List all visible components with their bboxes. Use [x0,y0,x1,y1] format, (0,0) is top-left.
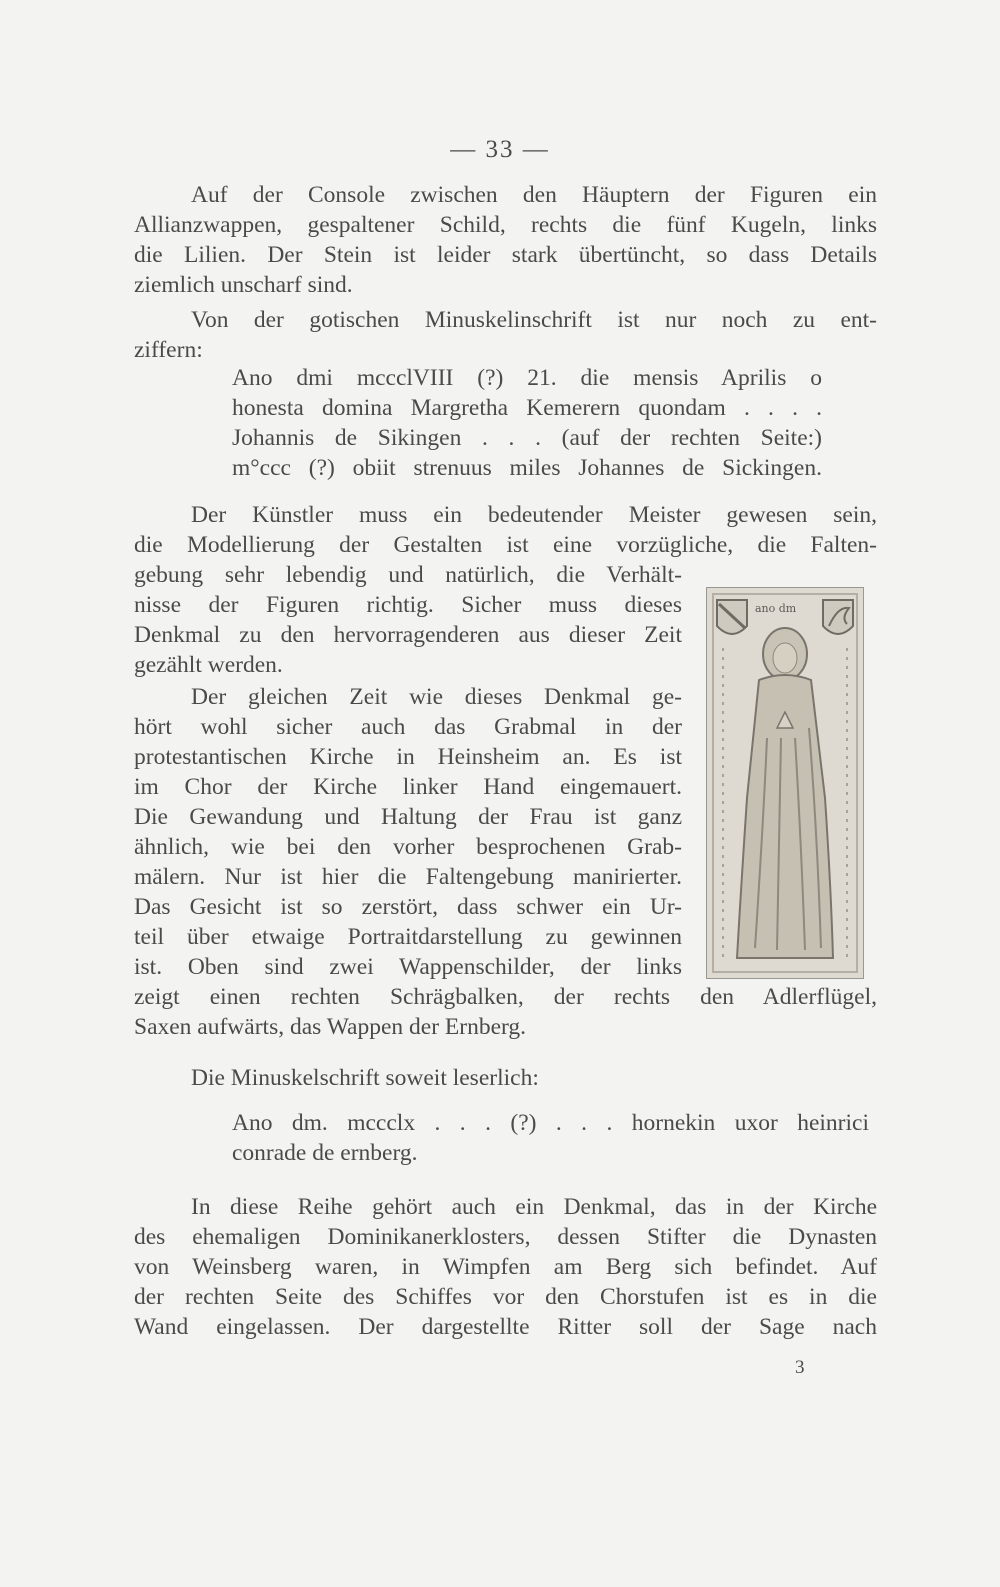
inscription-ernberg [232,1108,869,1168]
inscription-line: Johannis de Sikingen . . . (auf der rechten Seite:) [232,425,822,451]
text-line: In diese Reihe gehört auch ein Denkmal, das in der Kirche [191,1194,877,1220]
text-line: ziffern: [134,337,203,363]
signature-mark: 3 [795,1357,805,1378]
text-line: Allianzwappen, gespaltener Schild, rechts die fünf Kugeln, links [134,212,877,238]
text-line: die Lilien. Der Stein ist leider stark übertüncht, so dass Details [134,242,877,268]
text-line: des ehemaligen Dominikanerklosters, dessen Stifter die Dynasten [134,1224,877,1250]
text-line: nisse der Figuren richtig. Sicher muss dieses [134,592,682,618]
page-number: — 33 — [450,136,550,163]
inscription-line: m°ccc (?) obiit strenuus miles Johannes de Sickingen. [232,455,822,481]
text-line: protestantischen Kirche in Heinsheim an. Es ist [134,744,682,770]
paragraph-inscription-intro [134,305,877,365]
text-line: Auf der Console zwischen den Häuptern der Figuren ein [191,182,877,208]
text-line: zeigt einen rechten Schrägbalken, der rechts den Adlerflügel, [134,984,877,1010]
text-line: mälern. Nur ist hier die Faltengebung manirierter. [134,864,682,890]
text-line: ähnlich, wie bei den vorher besprochenen Grab- [134,834,682,860]
text-line: teil über etwaige Portraitdarstellung zu gewinnen [134,924,682,950]
text-line: Das Gesicht ist so zerstört, dass schwer ein Ur- [134,894,682,920]
text-line: ist. Oben sind zwei Wappenschilder, der links [134,954,682,980]
text-line: Saxen aufwärts, das Wappen der Ernberg. [134,1014,527,1040]
text-line: Der gleichen Zeit wie dieses Denkmal ge- [191,684,682,710]
text-line: Wand eingelassen. Der dargestellte Ritter soll der Sage nach [134,1314,877,1340]
paragraph-minuskel [134,1063,877,1093]
text-line: von Weinsberg waren, in Wimpfen am Berg sich befindet. Auf [134,1254,877,1280]
paragraph-console [134,180,877,300]
paragraph-wimpfen [134,1192,877,1342]
inscription-fragment: ano dm [755,602,797,615]
text-line: Denkmal zu den hervorragenderen aus dieser Zeit [134,622,682,648]
tombstone-relief-image [706,587,864,979]
text-line: Der Künstler muss ein bedeutender Meister gewesen sein, [191,502,877,528]
text-line: gezählt werden. [134,652,283,678]
text-line: der rechten Seite des Schiffes vor den Chorstufen ist es in die [134,1284,877,1310]
inscription-line: Ano dm. mccclx . . . (?) . . . hornekin uxor heinrici [232,1110,869,1136]
text-line: ziemlich unscharf sind. [134,272,353,298]
tombstone-relief-icon [707,588,863,978]
inscription-line: honesta domina Margretha Kemerern quondam . . . . [232,395,822,421]
text-line: im Chor der Kirche linker Hand eingemauert. [134,774,682,800]
text-line: hört wohl sicher auch das Grabmal in der [134,714,682,740]
text-line: die Modellierung der Gestalten ist eine vorzügliche, die Falten- [134,532,877,558]
inscription-sickingen [232,363,822,483]
text-line: Von der gotischen Minuskelinschrift ist nur noch zu ent- [191,307,877,333]
text-line: Die Minuskelschrift soweit leserlich: [191,1065,539,1091]
text-line: Die Gewandung und Haltung der Frau ist ganz [134,804,682,830]
inscription-line: Ano dmi mccclVIII (?) 21. die mensis Aprilis o [232,365,822,391]
inscription-line: conrade de ernberg. [232,1140,418,1166]
text-line: gebung sehr lebendig und natürlich, die Verhält- [134,562,682,588]
